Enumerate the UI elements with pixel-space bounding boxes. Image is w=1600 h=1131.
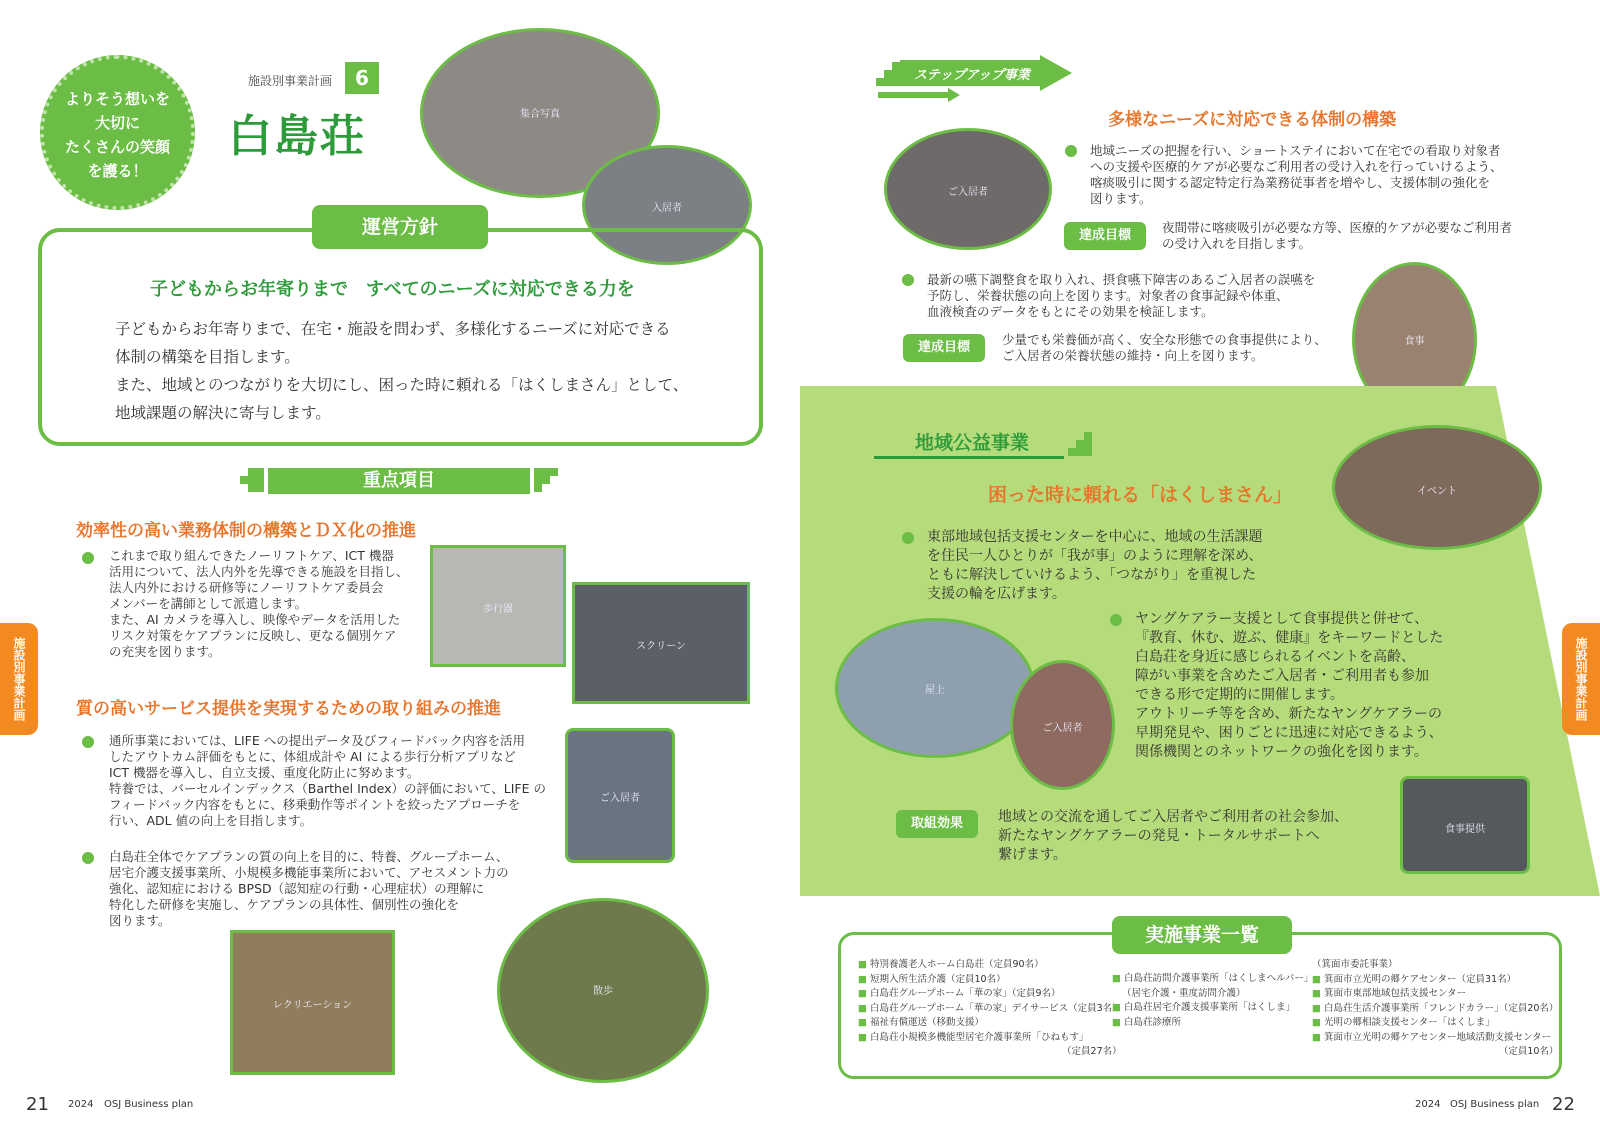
bullet xyxy=(82,736,94,748)
bullet xyxy=(82,552,94,564)
photo-group: 集合写真 xyxy=(420,28,660,198)
community-bullet-1: 東部地域包括支援センターを中心に、地域の生活課題 を住民一人ひとりが「我が事」のように理解を深め、 ともに解決していけるよう、「つながり」を重視した 支援の輪を広げます。 xyxy=(927,529,1263,602)
photo-walkers: 歩行器 xyxy=(430,545,566,667)
policy-headline: 子どもからお年寄りまで すべてのニーズに対応できる力を xyxy=(150,279,635,300)
facility-name: 白島荘 xyxy=(228,111,366,162)
slogan-line: よりそう想いを xyxy=(64,90,170,108)
service-item: ■ 白島荘グループホーム「華の家」（定員9名） xyxy=(858,987,1122,1002)
slogan-line: たくさんの笑顔 xyxy=(64,138,170,156)
policy-body: 子どもからお年寄りまで、在宅・施設を問わず、多様化するニーズに対応できる 体制の構築を目指します。 また、地域とのつながりを大切にし、困った時に頼れる「はくしまさん」として、 地域課題の解決に寄与します。 xyxy=(115,320,689,422)
service-item: ■ 白島荘グループホーム「華の家」デイサービス（定員3名） xyxy=(858,1002,1122,1017)
stepup-label: ステップアップ事業 xyxy=(914,68,1030,83)
goal-badge-2: 達成目標 xyxy=(903,334,985,362)
photo-meal: 食事 xyxy=(1352,262,1477,417)
service-item: ■ 箕面市立光明の郷ケアセンター地域活動支援センター xyxy=(1312,1031,1558,1046)
community-heading: 困った時に頼れる「はくしまさん」 xyxy=(988,484,1293,506)
service-note: （居宅介護・重度訪問介護） xyxy=(1122,987,1246,999)
focus-paragraph-3: 白島荘全体でケアプランの質の向上を目的に、特養、グループホーム、 居宅介護支援事業所、小規模多機能事業所において、アセスメント力の 強化、認知症における BPSD（認知症の行動・心理症状）の理解に 特化した研修を実施し、ケアプランの具体性、個別性の強化を 図ります。 xyxy=(109,849,509,928)
photo-stepup: ご入居者 xyxy=(884,128,1052,250)
services-col-3 xyxy=(1312,958,1558,1059)
right-page-number: 22 xyxy=(1552,1094,1575,1115)
plan-number: 6 xyxy=(345,62,379,94)
bullet xyxy=(82,852,94,864)
photo-screen: スクリーン xyxy=(572,582,750,704)
slogan-line: 大切に xyxy=(94,114,140,132)
right-footer-year: 2024 xyxy=(1415,1099,1441,1110)
focus-title: 重点項目 xyxy=(268,468,530,494)
left-footer-year: 2024 xyxy=(68,1099,94,1110)
photo-apple: ご入居者 xyxy=(1010,660,1115,790)
service-item: ■ 箕面市東部地域包括支援センター xyxy=(1312,987,1558,1002)
bullet xyxy=(1110,614,1122,626)
stepup-bullet-1: 地域ニーズの把握を行い、ショートステイにおいて在宅での看取り対象者 への支援や医療的ケアが必要なご利用者の受け入れを行っていけるよう、 喀痰吸引に関する認定特定行為業務従事者を増やし、支援体制の強化を 図ります。 xyxy=(1090,143,1503,206)
policy-title: 運営方針 xyxy=(312,205,488,249)
service-item: ■ 白島荘診療所 xyxy=(1112,1016,1313,1031)
photo-walk: 散歩 xyxy=(497,898,709,1083)
right-footer-label: OSJ Business plan xyxy=(1450,1099,1540,1110)
photo-balcony: 屋上 xyxy=(835,618,1035,758)
photo-elder: 入居者 xyxy=(582,145,752,265)
services-col-1 xyxy=(858,958,1122,1059)
service-item: ■ 特別養護老人ホーム白島荘（定員90名） xyxy=(858,958,1122,973)
slogan-circle xyxy=(40,55,195,210)
plan-label: 施設別事業計画 xyxy=(248,74,333,88)
focus-heading-2: 質の高いサービス提供を実現するための取り組みの推進 xyxy=(76,699,501,719)
effect-badge: 取組効果 xyxy=(896,810,978,838)
service-item: ■ 短期入所生活介護（定員10名） xyxy=(858,973,1122,988)
service-item: ■ 箕面市立光明の郷ケアセンター（定員31名） xyxy=(1312,973,1558,988)
service-item: ■ 白島荘小規模多機能型居宅介護事業所「ひねもす」 xyxy=(858,1031,1122,1046)
service-note: （定員27名） xyxy=(1062,1046,1122,1057)
service-item: ■ 白島荘居宅介護支援事業所「はくしま」 xyxy=(1112,1001,1313,1016)
photo-costume: イベント xyxy=(1332,425,1542,550)
left-page-number: 21 xyxy=(26,1094,49,1115)
photo-bag: 食事提供 xyxy=(1400,776,1530,874)
stepup-bullet-2: 最新の嚥下調整食を取り入れ、摂食嚥下障害のあるご入居者の誤嚥を 予防し、栄養状態の向上を図ります。対象者の食事記録や体重、 血液検査のデータをもとにその効果を検証します。 xyxy=(927,272,1316,319)
goal-text-2: 少量でも栄養価が高く、安全な形態での食事提供により、 ご入居者の栄養状態の維持・向上を図ります。 xyxy=(1002,332,1327,363)
services-title: 実施事業一覧 xyxy=(1112,916,1292,954)
focus-paragraph-2: 通所事業においては、LIFE への提出データ及びフィードバック内容を活用 したアウトカム評価をもとに、体組成計や AI による歩行分析アプリなど ICT 機器を導入し、自立支援、重度化防止に努めます。 特養では、バーセルインデックス（Barthel Index）の評価において、LIFE の フィードバック内容をもとに、移乗動作等ポイントを絞ったアプローチを 行い、ADL 値の向上を目指します。 xyxy=(109,733,546,828)
service-heading: （箕面市委託事業） xyxy=(1312,959,1398,970)
bullet xyxy=(902,274,914,286)
photo-recreation: レクリエーション xyxy=(230,930,395,1075)
left-side-tab: 施設別事業計画 xyxy=(0,623,38,735)
community-bullet-2: ヤングケアラー支援として食事提供と併せて、 『教育、休む、遊ぶ、健康』をキーワードとした 白島荘を身近に感じられるイベントを高齢、 障がい事業を含めたご入居者・ご利用者も参加 できる形で定期的に開催します。 アウトリーチ等を含め、新たなヤングケアラーの 早期発見や、困りごとに迅速に対応できるよう、 関係機関とのネットワークの強化を図ります。 xyxy=(1135,611,1444,760)
service-item: ■ 白島荘生活介護事業所「フレンドカラー」（定員20名） xyxy=(1312,1002,1558,1017)
focus-heading-1: 効率性の高い業務体制の構築とＤＸ化の推進 xyxy=(76,521,416,541)
goal-badge-1: 達成目標 xyxy=(1064,222,1146,250)
services-col-2 xyxy=(1112,972,1313,1030)
slogan-line: を護る！ xyxy=(87,162,148,180)
stepup-heading: 多様なニーズに対応できる体制の構築 xyxy=(1108,110,1397,130)
service-item: ■ 白島荘訪問介護事業所「はくしまヘルパー」 xyxy=(1112,972,1313,987)
photo-basket: ご入居者 xyxy=(565,728,675,863)
service-item: ■ 光明の郷相談支援センター「はくしま」 xyxy=(1312,1016,1558,1031)
community-title: 地域公益事業 xyxy=(915,432,1030,454)
focus-paragraph-1: これまで取り組んできたノーリフトケア、ICT 機器 活用について、法人内外を先導できる施設を目指し、 法人内外における研修等にノーリフトケア委員会 メンバーを講師として派遣します。 また、AI カメラを導入し、映像やデータを活用した リスク対策をケアプランに反映し、更なる個別ケア の充実を図ります。 xyxy=(109,548,409,659)
effect-text: 地域との交流を通してご入居者やご利用者の社会参加、 新たなヤングケアラーの発見・トータルサポートへ 繋げます。 xyxy=(998,809,1348,863)
goal-text-1: 夜間帯に喀痰吸引が必要な方等、医療的ケアが必要なご利用者 の受け入れを目指します。 xyxy=(1162,220,1513,251)
bullet xyxy=(1065,145,1077,157)
service-note: （定員10名） xyxy=(1498,1046,1559,1057)
bullet xyxy=(902,532,914,544)
service-item: ■ 福祉有償運送（移動支援） xyxy=(858,1016,1122,1031)
left-footer-label: OSJ Business plan xyxy=(104,1099,194,1110)
right-side-tab: 施設別事業計画 xyxy=(1562,623,1600,735)
